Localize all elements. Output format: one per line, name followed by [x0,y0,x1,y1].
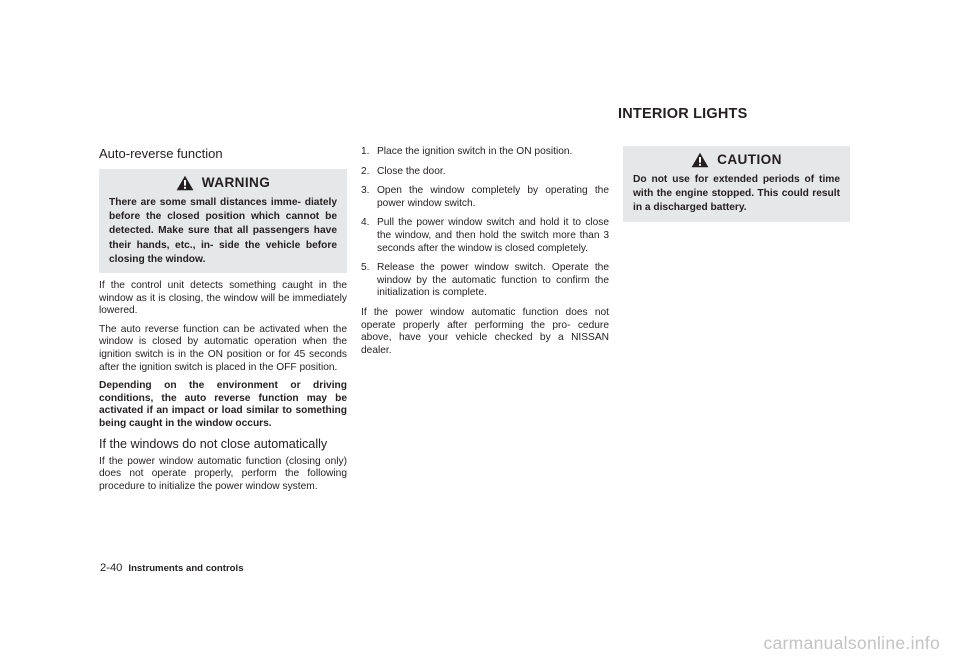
column-middle [361,146,609,363]
initialization-steps [361,146,609,300]
warning-title: WARNING [201,174,271,190]
step-text: Pull the power window switch and hold it to close the window, and then hold the switch more than 3 seconds after the window is closed completely. [377,217,609,254]
page-heading: INTERIOR LIGHTS [618,106,748,122]
caution-box [623,146,850,222]
warning-box [99,169,347,273]
step-item [361,217,609,255]
step-text: Release the power window switch. Operate the window by the automatic function to confirm the initialization is complete. [377,262,609,299]
windows-not-close-heading: If the windows do not close automatically [99,436,328,451]
caution-text: Do not use for extended periods of time with the engine stopped. This could result in a discharged battery. [633,174,840,214]
warning-text: There are some small distances imme- diately before the closed position which cannot be detected. Make sure that all passengers have their hands, etc., in- side the vehicle before closing the window. [109,197,337,265]
section-name: Instruments and controls [128,563,244,574]
step-item [361,185,609,210]
step-number: 5. [361,262,370,274]
caution-header [633,146,840,173]
watermark: carmanualsonline.info [763,633,940,653]
step-text: Place the ignition switch in the ON position. [377,146,573,157]
step-number: 3. [361,185,370,197]
step-text: Close the door. [377,165,446,177]
step-item [361,146,609,159]
caution-icon [691,152,709,168]
step-item [361,262,609,300]
page-footer [100,562,244,574]
caution-title: CAUTION [717,151,782,167]
warning-icon [176,175,194,191]
auto-reverse-heading: Auto-reverse function [99,146,223,161]
step-number: 1. [361,146,370,157]
step-number: 4. [361,217,370,229]
paragraph-conditions-note: Depending on the environment or driving conditions, the auto reverse function may be activated if an impact or load similar to something being caught in the window occurs. [99,380,347,429]
step-item [361,166,609,179]
step-number: 2. [361,165,370,177]
paragraph-initialize-intro: If the power window automatic function (closing only) does not operate properly, perform the following procedure to initialize the power window system. [99,455,347,492]
column-right [623,146,850,229]
step-text: Open the window completely by operating the power window switch. [377,185,609,209]
paragraph-auto-reverse-activation: The auto reverse function can be activated when the window is closed by automatic operation when the ignition switch is in the ON position or for 45 seconds after the ignition switch is placed in the OFF position. [99,323,347,373]
column-left [99,146,347,499]
warning-header [109,169,337,196]
paragraph-control-unit: If the control unit detects something caught in the window as it is closing, the window will be immediately lowered. [99,280,347,317]
paragraph-dealer-check: If the power window automatic function does not operate properly after performing the pro- cedure above, have your vehicle checked by a NISSAN dealer. [361,306,609,356]
page-number: 2-40 [100,562,123,574]
